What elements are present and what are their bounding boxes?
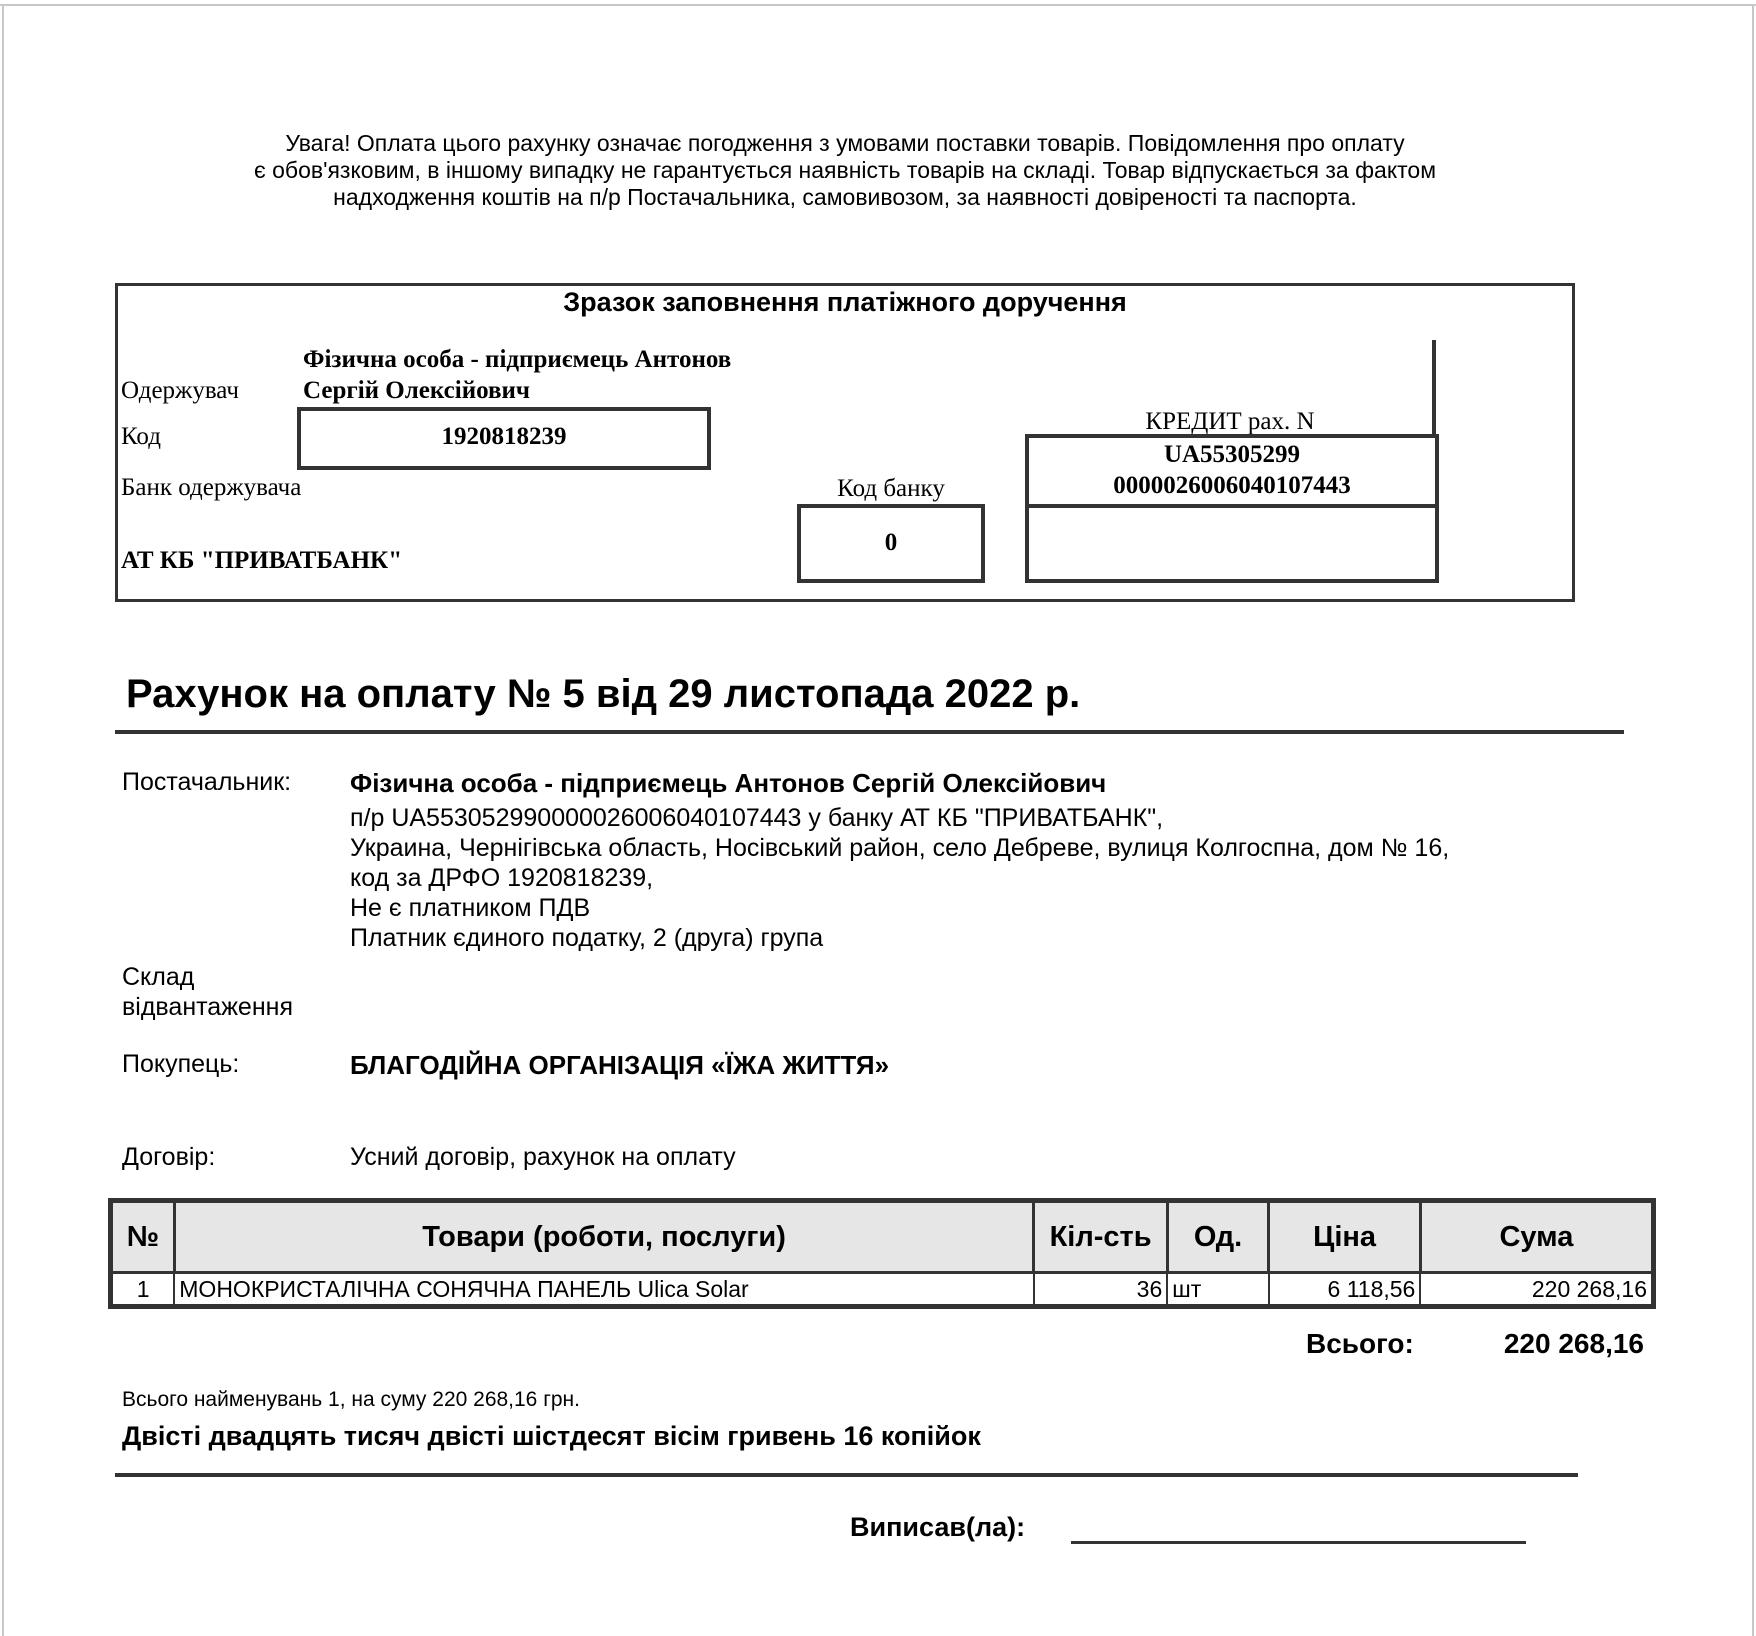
title-underline [115, 730, 1624, 734]
row-unit: шт [1167, 1273, 1269, 1307]
recipient-name-line-2: Сергій Олексійович [303, 377, 530, 404]
summary-line: Всього найменувань 1, на суму 220 268,16 грн. [122, 1388, 580, 1411]
supplier-vat-status: Не є платником ПДВ [350, 894, 591, 922]
warehouse-label-line-2: відвантаження [122, 993, 293, 1021]
contract-label: Договір: [122, 1143, 216, 1171]
page-frame-top [0, 4, 1756, 6]
total-label: Всього: [1306, 1328, 1414, 1359]
supplier-address: Украина, Чернігівська область, Носівський район, село Дебреве, вулиця Колгоспна, дом № 16, [350, 834, 1450, 862]
signature-line [1071, 1541, 1526, 1544]
bank-code-label: Код банку [837, 475, 945, 502]
supplier-label: Постачальник: [122, 768, 292, 796]
notice-line-1: Увага! Оплата цього рахунку означає погодження з умовами поставки товарів. Повідомлення про оплату [285, 130, 1405, 156]
col-header-price: Ціна [1269, 1201, 1421, 1273]
notice-line-3: надходження коштів на п/р Постачальника, самовивозом, за наявності довіреності та паспорта. [333, 184, 1357, 210]
table-row [111, 1273, 1654, 1307]
row-goods: МОНОКРИСТАЛІЧНА СОНЯЧНА ПАНЕЛЬ Ulica Solar [174, 1273, 1034, 1307]
total-value: 220 268,16 [1503, 1328, 1644, 1359]
code-label: Код [121, 423, 161, 450]
code-value: 1920818239 [441, 423, 567, 450]
row-quantity: 36 [1034, 1273, 1167, 1307]
col-header-unit: Од. [1167, 1201, 1269, 1273]
supplier-name: Фізична особа - підприємець Антонов Сергій Олексійович [350, 768, 1107, 798]
supplier-tax-group: Платник єдиного податку, 2 (друга) група [350, 924, 824, 952]
row-number: 1 [111, 1273, 175, 1307]
payment-notice [200, 130, 1490, 211]
supplier-tax-code: код за ДРФО 1920818239, [350, 864, 654, 892]
page-frame-left [2, 4, 4, 1636]
payment-sample-title: Зразок заповнення платіжного доручення [563, 287, 1127, 317]
credit-account-label: КРЕДИТ рах. N [1145, 408, 1315, 435]
page-frame-right [1752, 4, 1754, 1636]
supplier-account: п/р UA553052990000026006040107443 у банку АТ КБ "ПРИВАТБАНК", [350, 804, 1164, 832]
items-header-row [111, 1201, 1654, 1273]
account-number-line-2: 0000026006040107443 [1113, 472, 1351, 499]
contract-value: Усний договір, рахунок на оплату [350, 1143, 736, 1171]
col-header-sum: Сума [1420, 1201, 1653, 1273]
bank-label: Банк одержувача [121, 474, 302, 501]
col-header-quantity: Кіл-сть [1034, 1201, 1167, 1273]
recipient-name-line-1: Фізична особа - підприємець Антонов [303, 346, 732, 373]
buyer-label: Покупець: [122, 1050, 240, 1078]
invoice-title: Рахунок на оплату № 5 від 29 листопада 2022 р. [126, 672, 1081, 716]
notice-line-2: є обов'язковим, в іншому випадку не гарантується наявність товарів на складі. Товар відпускається за фактом [253, 157, 1437, 183]
items-table [108, 1198, 1656, 1309]
amount-in-words: Двісті двадцять тисяч двісті шістдесят вісім гривень 16 копійок [122, 1421, 981, 1451]
warehouse-label-line-1: Склад [122, 963, 195, 991]
row-price: 6 118,56 [1269, 1273, 1421, 1307]
account-number-line-1: UA55305299 [1163, 441, 1301, 468]
buyer-name: БЛАГОДІЙНА ОРГАНІЗАЦІЯ «ЇЖА ЖИТТЯ» [350, 1050, 890, 1080]
signature-label: Виписав(ла): [850, 1512, 1026, 1542]
bank-code-value: 0 [884, 529, 898, 556]
credit-empty-box [1025, 504, 1439, 583]
recipient-label: Одержувач [121, 377, 239, 404]
bottom-rule [115, 1473, 1578, 1477]
row-sum: 220 268,16 [1420, 1273, 1653, 1307]
col-header-goods: Товари (роботи, послуги) [174, 1201, 1034, 1273]
bank-name: АТ КБ "ПРИВАТБАНК" [121, 547, 403, 574]
col-header-number: № [111, 1201, 175, 1273]
